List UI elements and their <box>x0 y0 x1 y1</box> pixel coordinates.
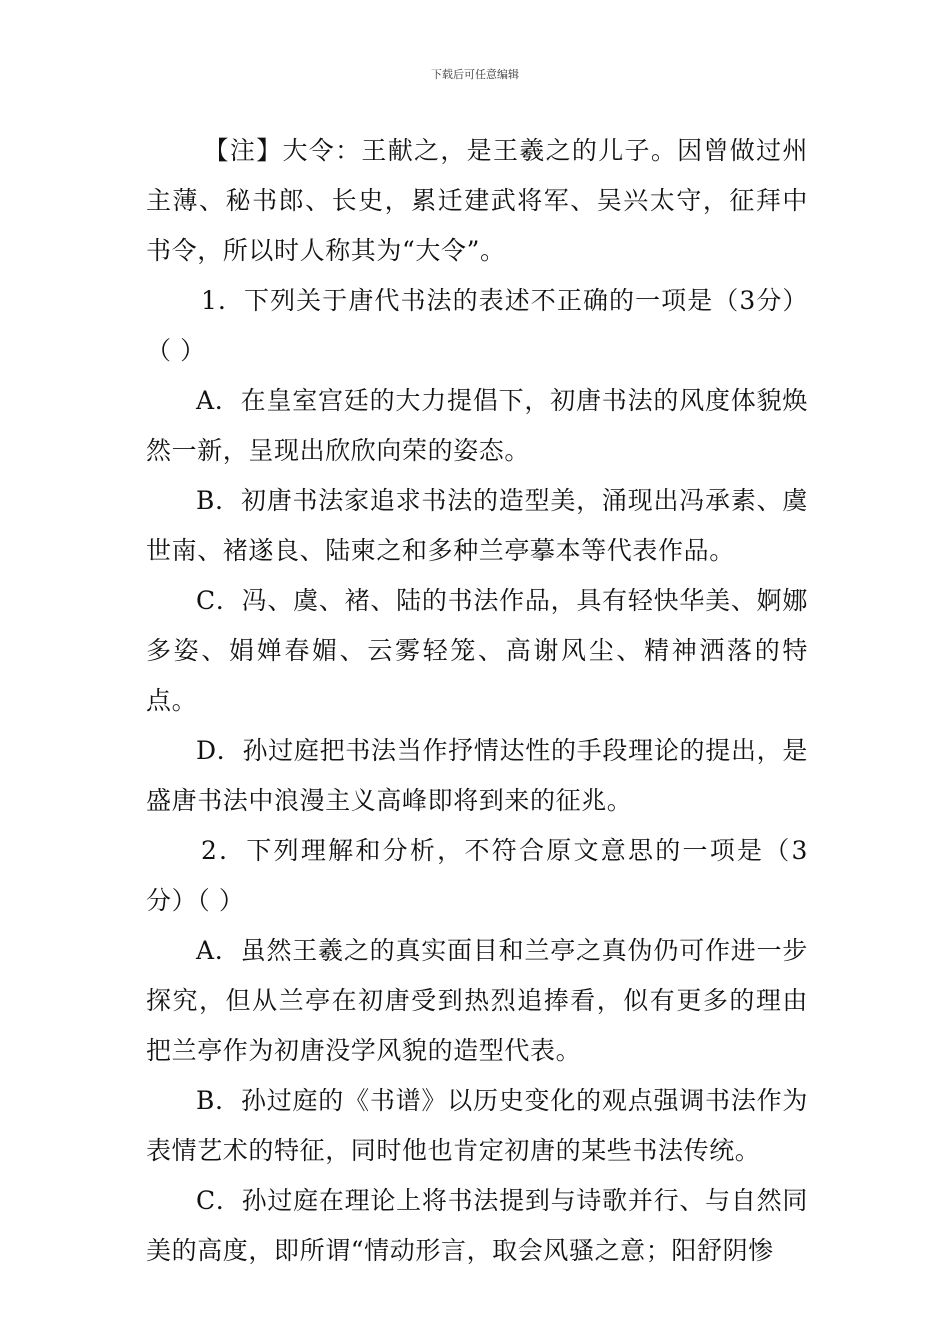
question-2-option-c: C．孙过庭在理论上将书法提到与诗歌并行、与自然同美的高度，即所谓“情动形言，取会风骚之意；阳舒阴惨 <box>146 1186 808 1265</box>
document-body <box>146 126 808 1276</box>
question-1-option-b: B．初唐书法家追求书法的造型美，涌现出冯承素、虞世南、褚遂良、陆柬之和多种兰亭摹本等代表作品。 <box>146 486 808 565</box>
question-1-option-a: A．在皇室宫廷的大力提倡下，初唐书法的风度体貌焕然一新，呈现出欣欣向荣的姿态。 <box>146 386 808 465</box>
question-2-option-a: A．虽然王羲之的真实面目和兰亭之真伪仍可作进一步探究，但从兰亭在初唐受到热烈追捧看，似有更多的理由把兰亭作为初唐没学风貌的造型代表。 <box>146 936 808 1065</box>
question-1-option-c: C．冯、虞、褚、陆的书法作品，具有轻快华美、婀娜多姿、娟婵春媚、云雾轻笼、高谢风尘、精神洒落的特点。 <box>146 586 808 715</box>
question-2: 2．下列理解和分析，不符合原文意思的一项是（3分）（ ） <box>146 836 808 915</box>
question-2-option-b: B．孙过庭的《书谱》以历史变化的观点强调书法作为表情艺术的特征，同时他也肯定初唐的某些书法传统。 <box>146 1086 808 1165</box>
page-header: 下载后可任意编辑 <box>431 68 519 81</box>
question-1: 1．下列关于唐代书法的表述不正确的一项是（3分）（ ） <box>146 286 808 365</box>
annotation-paragraph: 【注】大令：王献之，是王羲之的儿子。因曾做过州主薄、秘书郎、长史，累迁建武将军、吴兴太守，征拜中书令，所以时人称其为“大令”。 <box>146 136 808 265</box>
question-1-option-d: D．孙过庭把书法当作抒情达性的手段理论的提出，是盛唐书法中浪漫主义高峰即将到来的征兆。 <box>146 736 808 815</box>
